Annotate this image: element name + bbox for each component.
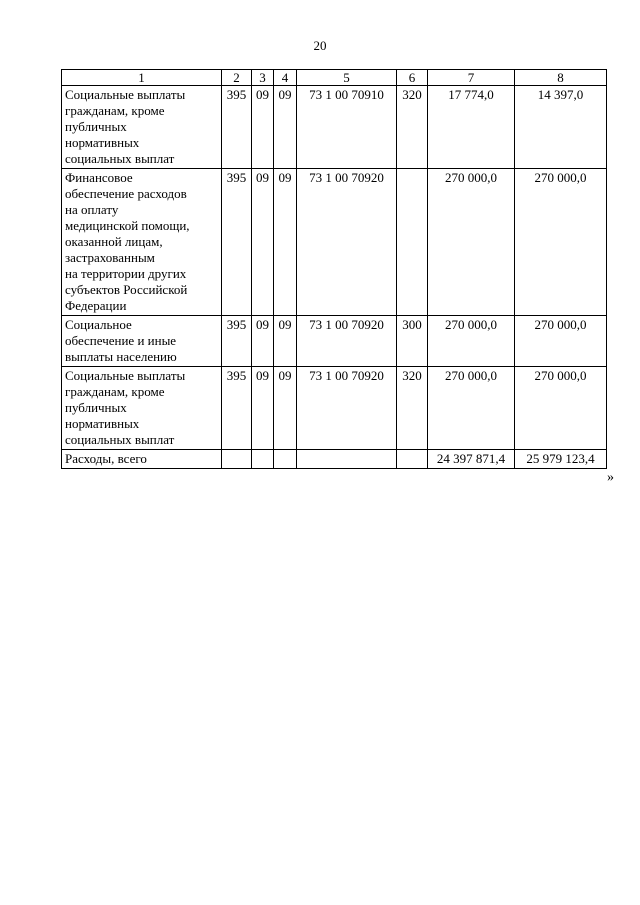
header-cell: 6 xyxy=(397,70,428,86)
header-cell: 5 xyxy=(297,70,397,86)
budget-table xyxy=(61,69,607,469)
expense-name-line: выплаты населению xyxy=(65,349,177,364)
expense-name-line: на оплату xyxy=(65,202,119,217)
expense-name-line: медицинской помощи, xyxy=(65,218,190,233)
empty-cell xyxy=(274,450,297,469)
expense-name-line: публичных xyxy=(65,119,127,134)
header-cell: 1 xyxy=(62,70,222,86)
section-code-cell: 09 xyxy=(252,86,274,169)
subsection-code-cell: 09 xyxy=(274,367,297,450)
grbs-code-cell: 395 xyxy=(222,316,252,367)
expense-name-line: субъектов Российской xyxy=(65,282,188,297)
closing-quote: » xyxy=(607,470,614,485)
amount-year2-cell: 270 000,0 xyxy=(515,316,607,367)
section-code-cell: 09 xyxy=(252,169,274,316)
target-article-cell: 73 1 00 70920 xyxy=(297,316,397,367)
amount-year1-cell: 17 774,0 xyxy=(428,86,515,169)
expense-type-cell: 320 xyxy=(397,86,428,169)
header-cell: 8 xyxy=(515,70,607,86)
expense-name-line: на территории других xyxy=(65,266,187,281)
table-row xyxy=(62,169,607,316)
expense-name-line: социальных выплат xyxy=(65,151,175,166)
expense-name-line: гражданам, кроме xyxy=(65,103,165,118)
header-cell: 7 xyxy=(428,70,515,86)
grbs-code-cell: 395 xyxy=(222,86,252,169)
expense-name-line: оказанной лицам, xyxy=(65,234,163,249)
expense-name-line: Социальное xyxy=(65,317,132,332)
expense-name-cell xyxy=(62,316,222,367)
header-cell: 4 xyxy=(274,70,297,86)
expense-name-line: обеспечение и иные xyxy=(65,333,177,348)
expense-name-line: обеспечение расходов xyxy=(65,186,187,201)
expense-name-line: нормативных xyxy=(65,416,140,431)
subsection-code-cell: 09 xyxy=(274,316,297,367)
expense-name-line: Финансовое xyxy=(65,170,133,185)
table-row xyxy=(62,86,607,169)
expense-type-cell: 320 xyxy=(397,367,428,450)
total-row xyxy=(62,450,607,469)
expense-name-line: Федерации xyxy=(65,298,127,313)
target-article-cell: 73 1 00 70920 xyxy=(297,169,397,316)
empty-cell xyxy=(252,450,274,469)
expense-type-cell: 300 xyxy=(397,316,428,367)
expense-name-line: Социальные выплаты xyxy=(65,87,186,102)
expense-name-line: нормативных xyxy=(65,135,140,150)
section-code-cell: 09 xyxy=(252,367,274,450)
total-label-cell: Расходы, всего xyxy=(62,450,222,469)
expense-name-cell xyxy=(62,86,222,169)
table-header-row xyxy=(62,70,607,86)
amount-year2-cell: 270 000,0 xyxy=(515,169,607,316)
expense-name-cell xyxy=(62,169,222,316)
expense-type-cell xyxy=(397,169,428,316)
target-article-cell: 73 1 00 70910 xyxy=(297,86,397,169)
total-year1-cell: 24 397 871,4 xyxy=(428,450,515,469)
subsection-code-cell: 09 xyxy=(274,86,297,169)
amount-year1-cell: 270 000,0 xyxy=(428,169,515,316)
page-number: 20 xyxy=(313,38,327,53)
empty-cell xyxy=(397,450,428,469)
subsection-code-cell: 09 xyxy=(274,169,297,316)
expense-name-line: застрахованным xyxy=(65,250,155,265)
total-year2-cell: 25 979 123,4 xyxy=(515,450,607,469)
section-code-cell: 09 xyxy=(252,316,274,367)
target-article-cell: 73 1 00 70920 xyxy=(297,367,397,450)
amount-year2-cell: 14 397,0 xyxy=(515,86,607,169)
amount-year1-cell: 270 000,0 xyxy=(428,367,515,450)
empty-cell xyxy=(297,450,397,469)
table-row xyxy=(62,367,607,450)
expense-name-line: гражданам, кроме xyxy=(65,384,165,399)
amount-year1-cell: 270 000,0 xyxy=(428,316,515,367)
grbs-code-cell: 395 xyxy=(222,169,252,316)
header-cell: 2 xyxy=(222,70,252,86)
expense-name-line: публичных xyxy=(65,400,127,415)
empty-cell xyxy=(222,450,252,469)
header-cell: 3 xyxy=(252,70,274,86)
amount-year2-cell: 270 000,0 xyxy=(515,367,607,450)
table-row xyxy=(62,316,607,367)
grbs-code-cell: 395 xyxy=(222,367,252,450)
expense-name-line: Социальные выплаты xyxy=(65,368,186,383)
expense-name-line: социальных выплат xyxy=(65,432,175,447)
expense-name-cell xyxy=(62,367,222,450)
